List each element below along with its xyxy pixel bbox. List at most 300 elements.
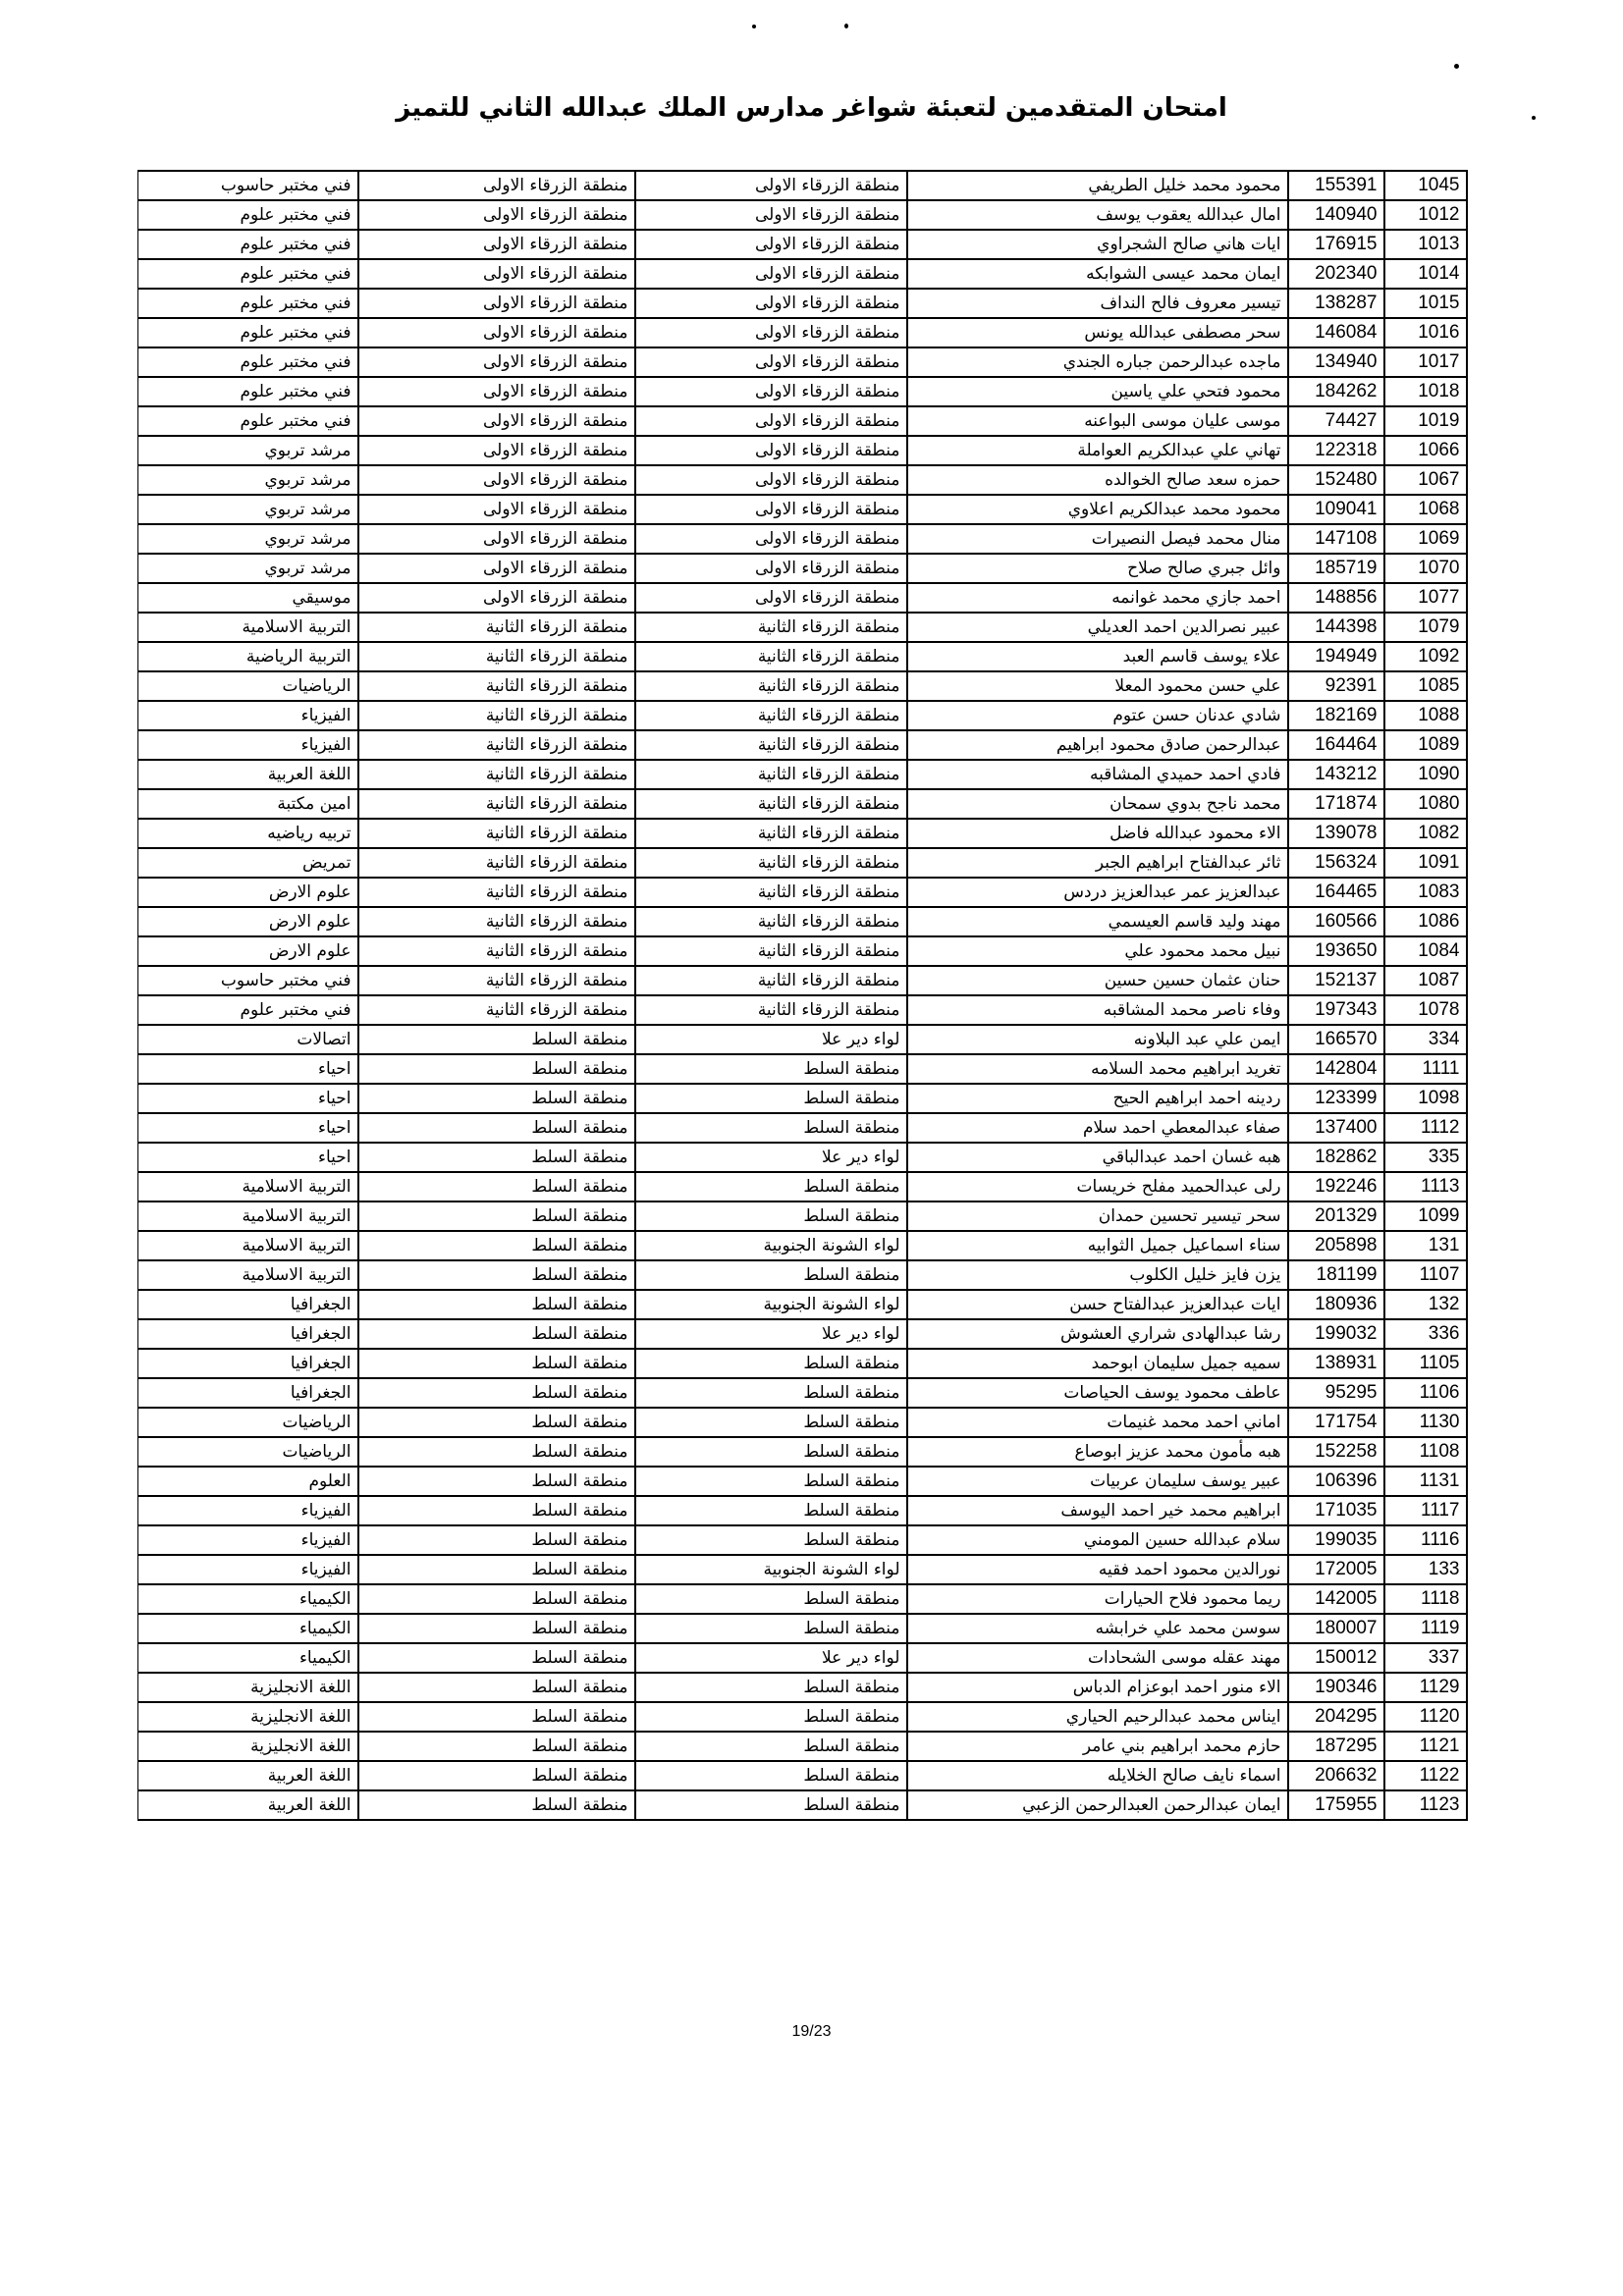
- district-cell: منطقة الزرقاء الاولى: [635, 230, 907, 259]
- district-cell: منطقة الزرقاء الاولى: [635, 495, 907, 524]
- serial-number-cell: 1077: [1384, 583, 1467, 613]
- applicant-name-cell: تيسير معروف فالح النداف: [907, 289, 1288, 318]
- directorate-cell: منطقة الزرقاء الثانية: [358, 613, 635, 642]
- district-cell: منطقة السلط: [635, 1761, 907, 1790]
- directorate-cell: منطقة الزرقاء الثانية: [358, 848, 635, 878]
- scan-speck: [752, 25, 756, 28]
- applicant-name-cell: هبه غسان احمد عبدالباقي: [907, 1143, 1288, 1172]
- serial-number-cell: 1089: [1384, 730, 1467, 760]
- applicant-id-cell: 166570: [1288, 1025, 1384, 1054]
- job-title-cell: اتصالات: [138, 1025, 358, 1054]
- job-title-cell: الفيزياء: [138, 1496, 358, 1525]
- directorate-cell: منطقة السلط: [358, 1143, 635, 1172]
- applicant-id-cell: 156324: [1288, 848, 1384, 878]
- job-title-cell: الفيزياء: [138, 730, 358, 760]
- serial-number-cell: 1117: [1384, 1496, 1467, 1525]
- job-title-cell: الرياضيات: [138, 671, 358, 701]
- applicant-id-cell: 201329: [1288, 1201, 1384, 1231]
- table-row: [138, 1172, 1467, 1201]
- directorate-cell: منطقة السلط: [358, 1408, 635, 1437]
- applicant-name-cell: موسى عليان موسى البواعنه: [907, 406, 1288, 436]
- serial-number-cell: 1120: [1384, 1702, 1467, 1732]
- district-cell: لواء دير علا: [635, 1025, 907, 1054]
- table-row: [138, 1790, 1467, 1820]
- applicant-name-cell: ريما محمود فلاح الحيارات: [907, 1584, 1288, 1614]
- district-cell: منطقة السلط: [635, 1467, 907, 1496]
- serial-number-cell: 1078: [1384, 995, 1467, 1025]
- directorate-cell: منطقة الزرقاء الاولى: [358, 524, 635, 554]
- directorate-cell: منطقة الزرقاء الثانية: [358, 642, 635, 671]
- serial-number-cell: 1099: [1384, 1201, 1467, 1231]
- applicant-id-cell: 143212: [1288, 760, 1384, 789]
- applicant-id-cell: 192246: [1288, 1172, 1384, 1201]
- table-row: [138, 1761, 1467, 1790]
- applicant-name-cell: ايمان محمد عيسى الشوابكه: [907, 259, 1288, 289]
- table-row: [138, 230, 1467, 259]
- serial-number-cell: 1079: [1384, 613, 1467, 642]
- directorate-cell: منطقة السلط: [358, 1319, 635, 1349]
- district-cell: منطقة الزرقاء الثانية: [635, 701, 907, 730]
- directorate-cell: منطقة الزرقاء الاولى: [358, 259, 635, 289]
- applicant-id-cell: 187295: [1288, 1732, 1384, 1761]
- directorate-cell: منطقة الزرقاء الثانية: [358, 819, 635, 848]
- serial-number-cell: 1066: [1384, 436, 1467, 465]
- applicant-id-cell: 142804: [1288, 1054, 1384, 1084]
- job-title-cell: الجغرافيا: [138, 1378, 358, 1408]
- serial-number-cell: 1087: [1384, 966, 1467, 995]
- table-row: [138, 465, 1467, 495]
- applicant-id-cell: 194949: [1288, 642, 1384, 671]
- applicant-name-cell: محمود محمد عبدالكريم اعلاوي: [907, 495, 1288, 524]
- applicant-id-cell: 146084: [1288, 318, 1384, 347]
- directorate-cell: منطقة السلط: [358, 1437, 635, 1467]
- directorate-cell: منطقة السلط: [358, 1496, 635, 1525]
- directorate-cell: منطقة السلط: [358, 1231, 635, 1260]
- applicant-name-cell: حازم محمد ابراهيم بني عامر: [907, 1732, 1288, 1761]
- district-cell: منطقة السلط: [635, 1732, 907, 1761]
- serial-number-cell: 1112: [1384, 1113, 1467, 1143]
- applicant-name-cell: ثائر عبدالفتاح ابراهيم الجبر: [907, 848, 1288, 878]
- serial-number-cell: 1086: [1384, 907, 1467, 936]
- district-cell: منطقة السلط: [635, 1201, 907, 1231]
- applicant-name-cell: ايات هاني صالح الشجراوي: [907, 230, 1288, 259]
- job-title-cell: الرياضيات: [138, 1408, 358, 1437]
- applicant-id-cell: 197343: [1288, 995, 1384, 1025]
- applicant-name-cell: يزن فايز خليل الكلوب: [907, 1260, 1288, 1290]
- applicant-name-cell: اماني احمد محمد غنيمات: [907, 1408, 1288, 1437]
- district-cell: منطقة الزرقاء الاولى: [635, 406, 907, 436]
- applicant-name-cell: اسماء نايف صالح الخلايله: [907, 1761, 1288, 1790]
- district-cell: منطقة الزرقاء الثانية: [635, 848, 907, 878]
- district-cell: منطقة السلط: [635, 1790, 907, 1820]
- applicant-name-cell: منال محمد فيصل النصيرات: [907, 524, 1288, 554]
- job-title-cell: الفيزياء: [138, 701, 358, 730]
- job-title-cell: فني مختبر علوم: [138, 259, 358, 289]
- serial-number-cell: 1067: [1384, 465, 1467, 495]
- applicant-name-cell: علي حسن محمود المعلا: [907, 671, 1288, 701]
- applicant-id-cell: 185719: [1288, 554, 1384, 583]
- directorate-cell: منطقة السلط: [358, 1084, 635, 1113]
- directorate-cell: منطقة الزرقاء الاولى: [358, 318, 635, 347]
- serial-number-cell: 1015: [1384, 289, 1467, 318]
- district-cell: منطقة السلط: [635, 1260, 907, 1290]
- directorate-cell: منطقة الزرقاء الثانية: [358, 878, 635, 907]
- table-row: [138, 642, 1467, 671]
- table-row: [138, 1084, 1467, 1113]
- district-cell: منطقة الزرقاء الثانية: [635, 642, 907, 671]
- district-cell: منطقة السلط: [635, 1673, 907, 1702]
- job-title-cell: الرياضيات: [138, 1437, 358, 1467]
- applicant-name-cell: عبير نصرالدين احمد العديلي: [907, 613, 1288, 642]
- district-cell: لواء الشونة الجنوبية: [635, 1555, 907, 1584]
- applicant-id-cell: 138287: [1288, 289, 1384, 318]
- district-cell: منطقة الزرقاء الثانية: [635, 819, 907, 848]
- district-cell: منطقة الزرقاء الاولى: [635, 377, 907, 406]
- table-row: [138, 1702, 1467, 1732]
- serial-number-cell: 1070: [1384, 554, 1467, 583]
- job-title-cell: فني مختبر علوم: [138, 230, 358, 259]
- applicant-name-cell: ايات عبدالعزيز عبدالفتاح حسن: [907, 1290, 1288, 1319]
- district-cell: لواء دير علا: [635, 1319, 907, 1349]
- table-row: [138, 1113, 1467, 1143]
- applicant-name-cell: احمد جازي محمد غوانمه: [907, 583, 1288, 613]
- serial-number-cell: 1111: [1384, 1054, 1467, 1084]
- job-title-cell: موسيقي: [138, 583, 358, 613]
- serial-number-cell: 335: [1384, 1143, 1467, 1172]
- directorate-cell: منطقة الزرقاء الاولى: [358, 406, 635, 436]
- applicant-id-cell: 106396: [1288, 1467, 1384, 1496]
- serial-number-cell: 1113: [1384, 1172, 1467, 1201]
- applicant-id-cell: 74427: [1288, 406, 1384, 436]
- serial-number-cell: 1080: [1384, 789, 1467, 819]
- district-cell: منطقة السلط: [635, 1172, 907, 1201]
- page-title: امتحان المتقدمين لتعبئة شواغر مدارس الملك عبدالله الثاني للتميز: [396, 93, 1227, 123]
- job-title-cell: الجغرافيا: [138, 1290, 358, 1319]
- serial-number-cell: 1088: [1384, 701, 1467, 730]
- directorate-cell: منطقة السلط: [358, 1761, 635, 1790]
- job-title-cell: الكيمياء: [138, 1584, 358, 1614]
- table-row: [138, 789, 1467, 819]
- directorate-cell: منطقة الزرقاء الثانية: [358, 701, 635, 730]
- applicant-name-cell: ابراهيم محمد خير احمد اليوسف: [907, 1496, 1288, 1525]
- directorate-cell: منطقة السلط: [358, 1260, 635, 1290]
- directorate-cell: منطقة الزرقاء الاولى: [358, 347, 635, 377]
- applicant-name-cell: علاء يوسف قاسم العبد: [907, 642, 1288, 671]
- district-cell: منطقة السلط: [635, 1349, 907, 1378]
- serial-number-cell: 1119: [1384, 1614, 1467, 1643]
- applicant-id-cell: 160566: [1288, 907, 1384, 936]
- district-cell: لواء الشونة الجنوبية: [635, 1290, 907, 1319]
- applicant-name-cell: حنان عثمان حسين حسين: [907, 966, 1288, 995]
- applicant-name-cell: ماجده عبدالرحمن جباره الجندي: [907, 347, 1288, 377]
- directorate-cell: منطقة السلط: [358, 1732, 635, 1761]
- table-row: [138, 1525, 1467, 1555]
- serial-number-cell: 1016: [1384, 318, 1467, 347]
- table-row: [138, 1496, 1467, 1525]
- applicant-id-cell: 150012: [1288, 1643, 1384, 1673]
- applicant-id-cell: 190346: [1288, 1673, 1384, 1702]
- directorate-cell: منطقة السلط: [358, 1555, 635, 1584]
- table-row: [138, 1349, 1467, 1378]
- applicant-name-cell: ايمن علي عبد البلاونه: [907, 1025, 1288, 1054]
- district-cell: منطقة السلط: [635, 1525, 907, 1555]
- applicant-id-cell: 171874: [1288, 789, 1384, 819]
- district-cell: منطقة الزرقاء الاولى: [635, 465, 907, 495]
- directorate-cell: منطقة الزرقاء الثانية: [358, 671, 635, 701]
- applicant-name-cell: سلام عبدالله حسين المومني: [907, 1525, 1288, 1555]
- applicant-name-cell: عبير يوسف سليمان عربيات: [907, 1467, 1288, 1496]
- directorate-cell: منطقة الزرقاء الثانية: [358, 730, 635, 760]
- job-title-cell: الفيزياء: [138, 1525, 358, 1555]
- directorate-cell: منطقة الزرقاء الثانية: [358, 760, 635, 789]
- applicant-id-cell: 180936: [1288, 1290, 1384, 1319]
- job-title-cell: العلوم: [138, 1467, 358, 1496]
- table-row: [138, 760, 1467, 789]
- applicant-name-cell: رشا عبدالهادى شراري العشوش: [907, 1319, 1288, 1349]
- applicant-name-cell: سناء اسماعيل جميل الثوابيه: [907, 1231, 1288, 1260]
- applicant-id-cell: 193650: [1288, 936, 1384, 966]
- district-cell: منطقة الزرقاء الاولى: [635, 200, 907, 230]
- serial-number-cell: 1122: [1384, 1761, 1467, 1790]
- table-row: [138, 200, 1467, 230]
- district-cell: منطقة الزرقاء الاولى: [635, 347, 907, 377]
- table-row: [138, 436, 1467, 465]
- directorate-cell: منطقة الزرقاء الاولى: [358, 289, 635, 318]
- job-title-cell: التربية الاسلامية: [138, 1172, 358, 1201]
- directorate-cell: منطقة الزرقاء الاولى: [358, 583, 635, 613]
- table-row: [138, 1319, 1467, 1349]
- district-cell: منطقة السلط: [635, 1408, 907, 1437]
- serial-number-cell: 131: [1384, 1231, 1467, 1260]
- applicant-name-cell: عبدالرحمن صادق محمود ابراهيم: [907, 730, 1288, 760]
- table-row: [138, 1614, 1467, 1643]
- serial-number-cell: 1092: [1384, 642, 1467, 671]
- table-row: [138, 936, 1467, 966]
- directorate-cell: منطقة الزرقاء الاولى: [358, 230, 635, 259]
- district-cell: منطقة الزرقاء الثانية: [635, 907, 907, 936]
- serial-number-cell: 1018: [1384, 377, 1467, 406]
- job-title-cell: علوم الارض: [138, 907, 358, 936]
- district-cell: منطقة الزرقاء الاولى: [635, 554, 907, 583]
- directorate-cell: منطقة السلط: [358, 1525, 635, 1555]
- applicant-name-cell: امال عبدالله يعقوب يوسف: [907, 200, 1288, 230]
- applicant-name-cell: محمد ناجح بدوي سمحان: [907, 789, 1288, 819]
- district-cell: منطقة السلط: [635, 1113, 907, 1143]
- applicant-id-cell: 123399: [1288, 1084, 1384, 1113]
- table-row: [138, 819, 1467, 848]
- serial-number-cell: 1121: [1384, 1732, 1467, 1761]
- job-title-cell: علوم الارض: [138, 878, 358, 907]
- applicant-name-cell: رلى عبدالحميد مفلح خريسات: [907, 1172, 1288, 1201]
- district-cell: لواء دير علا: [635, 1643, 907, 1673]
- table-row: [138, 406, 1467, 436]
- applicant-id-cell: 164464: [1288, 730, 1384, 760]
- table-row: [138, 1054, 1467, 1084]
- table-row: [138, 1231, 1467, 1260]
- district-cell: منطقة السلط: [635, 1584, 907, 1614]
- applicant-id-cell: 172005: [1288, 1555, 1384, 1584]
- page-number: 19/23: [791, 2023, 832, 2040]
- applicant-id-cell: 206632: [1288, 1761, 1384, 1790]
- table-row: [138, 1732, 1467, 1761]
- district-cell: منطقة الزرقاء الثانية: [635, 730, 907, 760]
- applicant-id-cell: 147108: [1288, 524, 1384, 554]
- directorate-cell: منطقة السلط: [358, 1614, 635, 1643]
- serial-number-cell: 1123: [1384, 1790, 1467, 1820]
- directorate-cell: منطقة السلط: [358, 1643, 635, 1673]
- directorate-cell: منطقة الزرقاء الثانية: [358, 907, 635, 936]
- serial-number-cell: 1131: [1384, 1467, 1467, 1496]
- table-row: [138, 701, 1467, 730]
- job-title-cell: الفيزياء: [138, 1555, 358, 1584]
- job-title-cell: اللغة العربية: [138, 1790, 358, 1820]
- table-row: [138, 554, 1467, 583]
- applicants-table: [137, 170, 1468, 1821]
- district-cell: منطقة السلط: [635, 1378, 907, 1408]
- district-cell: منطقة السلط: [635, 1054, 907, 1084]
- job-title-cell: امين مكتبة: [138, 789, 358, 819]
- table-row: [138, 878, 1467, 907]
- serial-number-cell: 1045: [1384, 171, 1467, 200]
- job-title-cell: التربية الاسلامية: [138, 613, 358, 642]
- applicant-name-cell: شادي عدنان حسن عتوم: [907, 701, 1288, 730]
- district-cell: منطقة الزرقاء الثانية: [635, 671, 907, 701]
- district-cell: منطقة الزرقاء الثانية: [635, 995, 907, 1025]
- serial-number-cell: 1012: [1384, 200, 1467, 230]
- serial-number-cell: 1090: [1384, 760, 1467, 789]
- serial-number-cell: 1105: [1384, 1349, 1467, 1378]
- serial-number-cell: 1017: [1384, 347, 1467, 377]
- applicant-name-cell: وفاء ناصر محمد المشاقبه: [907, 995, 1288, 1025]
- applicant-id-cell: 202340: [1288, 259, 1384, 289]
- district-cell: منطقة السلط: [635, 1084, 907, 1113]
- job-title-cell: علوم الارض: [138, 936, 358, 966]
- district-cell: منطقة الزرقاء الثانية: [635, 760, 907, 789]
- applicant-name-cell: صفاء عبدالمعطي احمد سلام: [907, 1113, 1288, 1143]
- applicant-name-cell: سميه جميل سليمان ابوحمد: [907, 1349, 1288, 1378]
- serial-number-cell: 133: [1384, 1555, 1467, 1584]
- job-title-cell: احياء: [138, 1084, 358, 1113]
- scan-speck: [844, 24, 848, 28]
- applicant-name-cell: الاء محمود عبدالله فاضل: [907, 819, 1288, 848]
- applicant-id-cell: 199035: [1288, 1525, 1384, 1555]
- table-row: [138, 1437, 1467, 1467]
- serial-number-cell: 1084: [1384, 936, 1467, 966]
- table-row: [138, 347, 1467, 377]
- job-title-cell: فني مختبر علوم: [138, 200, 358, 230]
- district-cell: منطقة الزرقاء الاولى: [635, 259, 907, 289]
- applicant-id-cell: 152480: [1288, 465, 1384, 495]
- directorate-cell: منطقة الزرقاء الاولى: [358, 465, 635, 495]
- table-row: [138, 1290, 1467, 1319]
- applicant-name-cell: الاء منور احمد ابوعزام الدباس: [907, 1673, 1288, 1702]
- table-row: [138, 1673, 1467, 1702]
- district-cell: منطقة الزرقاء الاولى: [635, 171, 907, 200]
- serial-number-cell: 1106: [1384, 1378, 1467, 1408]
- serial-number-cell: 1108: [1384, 1437, 1467, 1467]
- job-title-cell: اللغة العربية: [138, 760, 358, 789]
- directorate-cell: منطقة السلط: [358, 1349, 635, 1378]
- district-cell: لواء الشونة الجنوبية: [635, 1231, 907, 1260]
- serial-number-cell: 336: [1384, 1319, 1467, 1349]
- table-row: [138, 377, 1467, 406]
- serial-number-cell: 1069: [1384, 524, 1467, 554]
- table-row: [138, 171, 1467, 200]
- district-cell: منطقة الزرقاء الاولى: [635, 289, 907, 318]
- job-title-cell: التربية الاسلامية: [138, 1260, 358, 1290]
- job-title-cell: التربية الاسلامية: [138, 1231, 358, 1260]
- table-row: [138, 1378, 1467, 1408]
- applicant-id-cell: 122318: [1288, 436, 1384, 465]
- directorate-cell: منطقة السلط: [358, 1584, 635, 1614]
- applicant-name-cell: سوسن محمد علي خرابشه: [907, 1614, 1288, 1643]
- applicant-id-cell: 205898: [1288, 1231, 1384, 1260]
- serial-number-cell: 132: [1384, 1290, 1467, 1319]
- serial-number-cell: 1085: [1384, 671, 1467, 701]
- serial-number-cell: 1118: [1384, 1584, 1467, 1614]
- table-row: [138, 524, 1467, 554]
- directorate-cell: منطقة الزرقاء الاولى: [358, 200, 635, 230]
- directorate-cell: منطقة السلط: [358, 1790, 635, 1820]
- table-row: [138, 671, 1467, 701]
- serial-number-cell: 1082: [1384, 819, 1467, 848]
- serial-number-cell: 334: [1384, 1025, 1467, 1054]
- applicant-name-cell: وائل جبري صالح صلاح: [907, 554, 1288, 583]
- job-title-cell: احياء: [138, 1113, 358, 1143]
- serial-number-cell: 1116: [1384, 1525, 1467, 1555]
- applicant-id-cell: 144398: [1288, 613, 1384, 642]
- applicant-id-cell: 142005: [1288, 1584, 1384, 1614]
- applicant-name-cell: فادي احمد حميدي المشاقبه: [907, 760, 1288, 789]
- table-row: [138, 995, 1467, 1025]
- job-title-cell: الكيمياء: [138, 1614, 358, 1643]
- directorate-cell: منطقة السلط: [358, 1378, 635, 1408]
- directorate-cell: منطقة السلط: [358, 1025, 635, 1054]
- serial-number-cell: 1013: [1384, 230, 1467, 259]
- table-row: [138, 1467, 1467, 1496]
- applicant-name-cell: ايمان عبدالرحمن العبدالرحمن الزعبي: [907, 1790, 1288, 1820]
- job-title-cell: تربيه رياضيه: [138, 819, 358, 848]
- applicant-name-cell: سحر تيسير تحسين حمدان: [907, 1201, 1288, 1231]
- job-title-cell: مرشد تربوي: [138, 436, 358, 465]
- applicant-id-cell: 152137: [1288, 966, 1384, 995]
- table-row: [138, 1201, 1467, 1231]
- job-title-cell: اللغة الانجليزية: [138, 1702, 358, 1732]
- applicant-name-cell: ايناس محمد عبدالرحيم الحياري: [907, 1702, 1288, 1732]
- applicant-id-cell: 164465: [1288, 878, 1384, 907]
- job-title-cell: فني مختبر علوم: [138, 318, 358, 347]
- applicant-id-cell: 204295: [1288, 1702, 1384, 1732]
- applicant-id-cell: 138931: [1288, 1349, 1384, 1378]
- job-title-cell: الجغرافيا: [138, 1319, 358, 1349]
- table-row: [138, 289, 1467, 318]
- district-cell: منطقة الزرقاء الثانية: [635, 613, 907, 642]
- table-row: [138, 1143, 1467, 1172]
- table-row: [138, 1584, 1467, 1614]
- applicant-id-cell: 140940: [1288, 200, 1384, 230]
- job-title-cell: مرشد تربوي: [138, 524, 358, 554]
- applicant-name-cell: نبيل محمد محمود علي: [907, 936, 1288, 966]
- serial-number-cell: 1091: [1384, 848, 1467, 878]
- serial-number-cell: 337: [1384, 1643, 1467, 1673]
- job-title-cell: اللغة الانجليزية: [138, 1673, 358, 1702]
- applicant-id-cell: 171035: [1288, 1496, 1384, 1525]
- job-title-cell: مرشد تربوي: [138, 554, 358, 583]
- table-row: [138, 613, 1467, 642]
- district-cell: منطقة الزرقاء الاولى: [635, 524, 907, 554]
- table-row: [138, 318, 1467, 347]
- district-cell: منطقة الزرقاء الثانية: [635, 966, 907, 995]
